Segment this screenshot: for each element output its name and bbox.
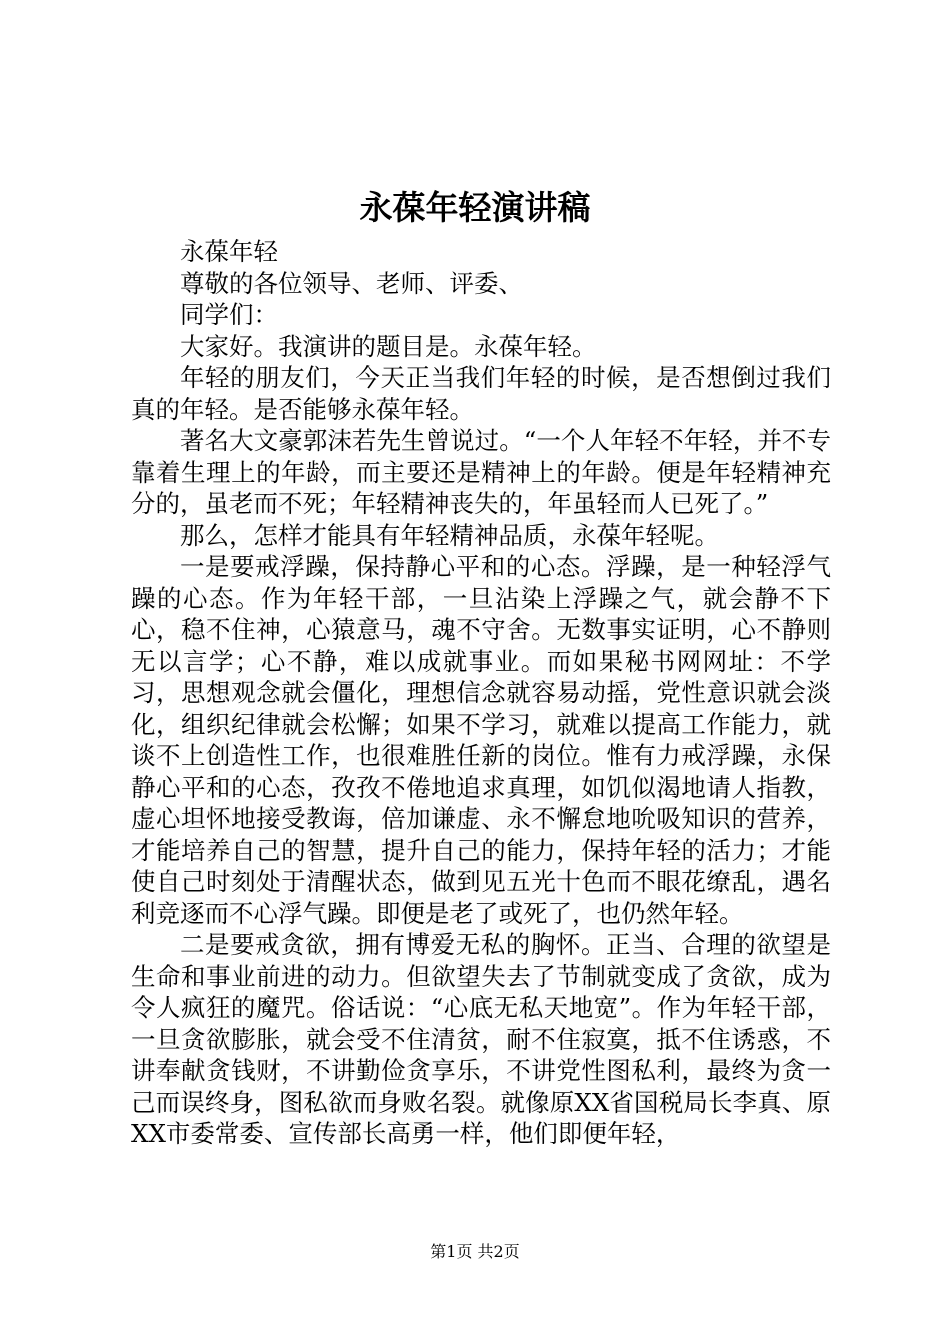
page-footer: 第1页 共2页 [430,1242,520,1261]
paragraph: 尊敬的各位领导、老师、评委、 [180,268,523,298]
document-title: 永葆年轻演讲稿 [359,188,591,227]
paragraph: 著名大文豪郭沫若先生曾说过。“一个人年轻不年轻，并不专靠着生理上的年龄，而主要还是精神上的年龄。便是年轻精神充分的，虽老而不死；年轻精神丧失的，年虽轻而人已死了。” [131,426,831,518]
paragraph: 年轻的朋友们，今天正当我们年轻的时候，是否想倒过我们真的年轻。是否能够永葆年轻。 [131,363,831,424]
paragraph: 大家好。我演讲的题目是。永葆年轻。 [180,331,597,361]
paragraph: 二是要戒贪欲，拥有博爱无私的胸怀。正当、合理的欲望是生命和事业前进的动力。但欲望失去了节制就变成了贪欲，成为令人疯狂的魔咒。俗话说：“心底无私天地宽”。作为年轻干部，一旦贪欲膨胀，就会受不住清贫，耐不住寂寞，抵不住诱惑，不讲奉献贪钱财，不讲勤俭贪享乐，不讲党性图私利，最终为贪一己而误终身，图私欲而身败名裂。就像原XX省国税局长李真、原XX市委常委、宣传部长高勇一样，他们即便年轻， [131,930,831,1148]
paragraph: 同学们： [180,300,278,329]
paragraph: 永葆年轻 [180,237,278,266]
document-body [131,236,831,1150]
paragraph: 那么，怎样才能具有年轻精神品质，永葆年轻呢。 [180,520,719,550]
paragraph: 一是要戒浮躁，保持静心平和的心态。浮躁，是一种轻浮气躁的心态。作为年轻干部，一旦沾染上浮躁之气，就会静不下心，稳不住神，心猿意马，魂不守舍。无数事实证明，心不静则无以言学；心不静，难以成就事业。而如果秘书网网址：不学习，思想观念就会僵化，理想信念就容易动摇，党性意识就会淡化，组织纪律就会松懈；如果不学习，就难以提高工作能力，就谈不上创造性工作，也很难胜任新的岗位。惟有力戒浮躁，永保静心平和的心态，孜孜不倦地追求真理，如饥似渴地请人指教，虚心坦怀地接受教诲，倍加谦虚、永不懈怠地吮吸知识的营养，才能培养自己的智慧，提升自己的能力，保持年轻的活力；才能使自己时刻处于清醒状态，做到见五光十色而不眼花缭乱，遇名利竞逐而不心浮气躁。即便是老了或死了，也仍然年轻。 [131,552,831,928]
